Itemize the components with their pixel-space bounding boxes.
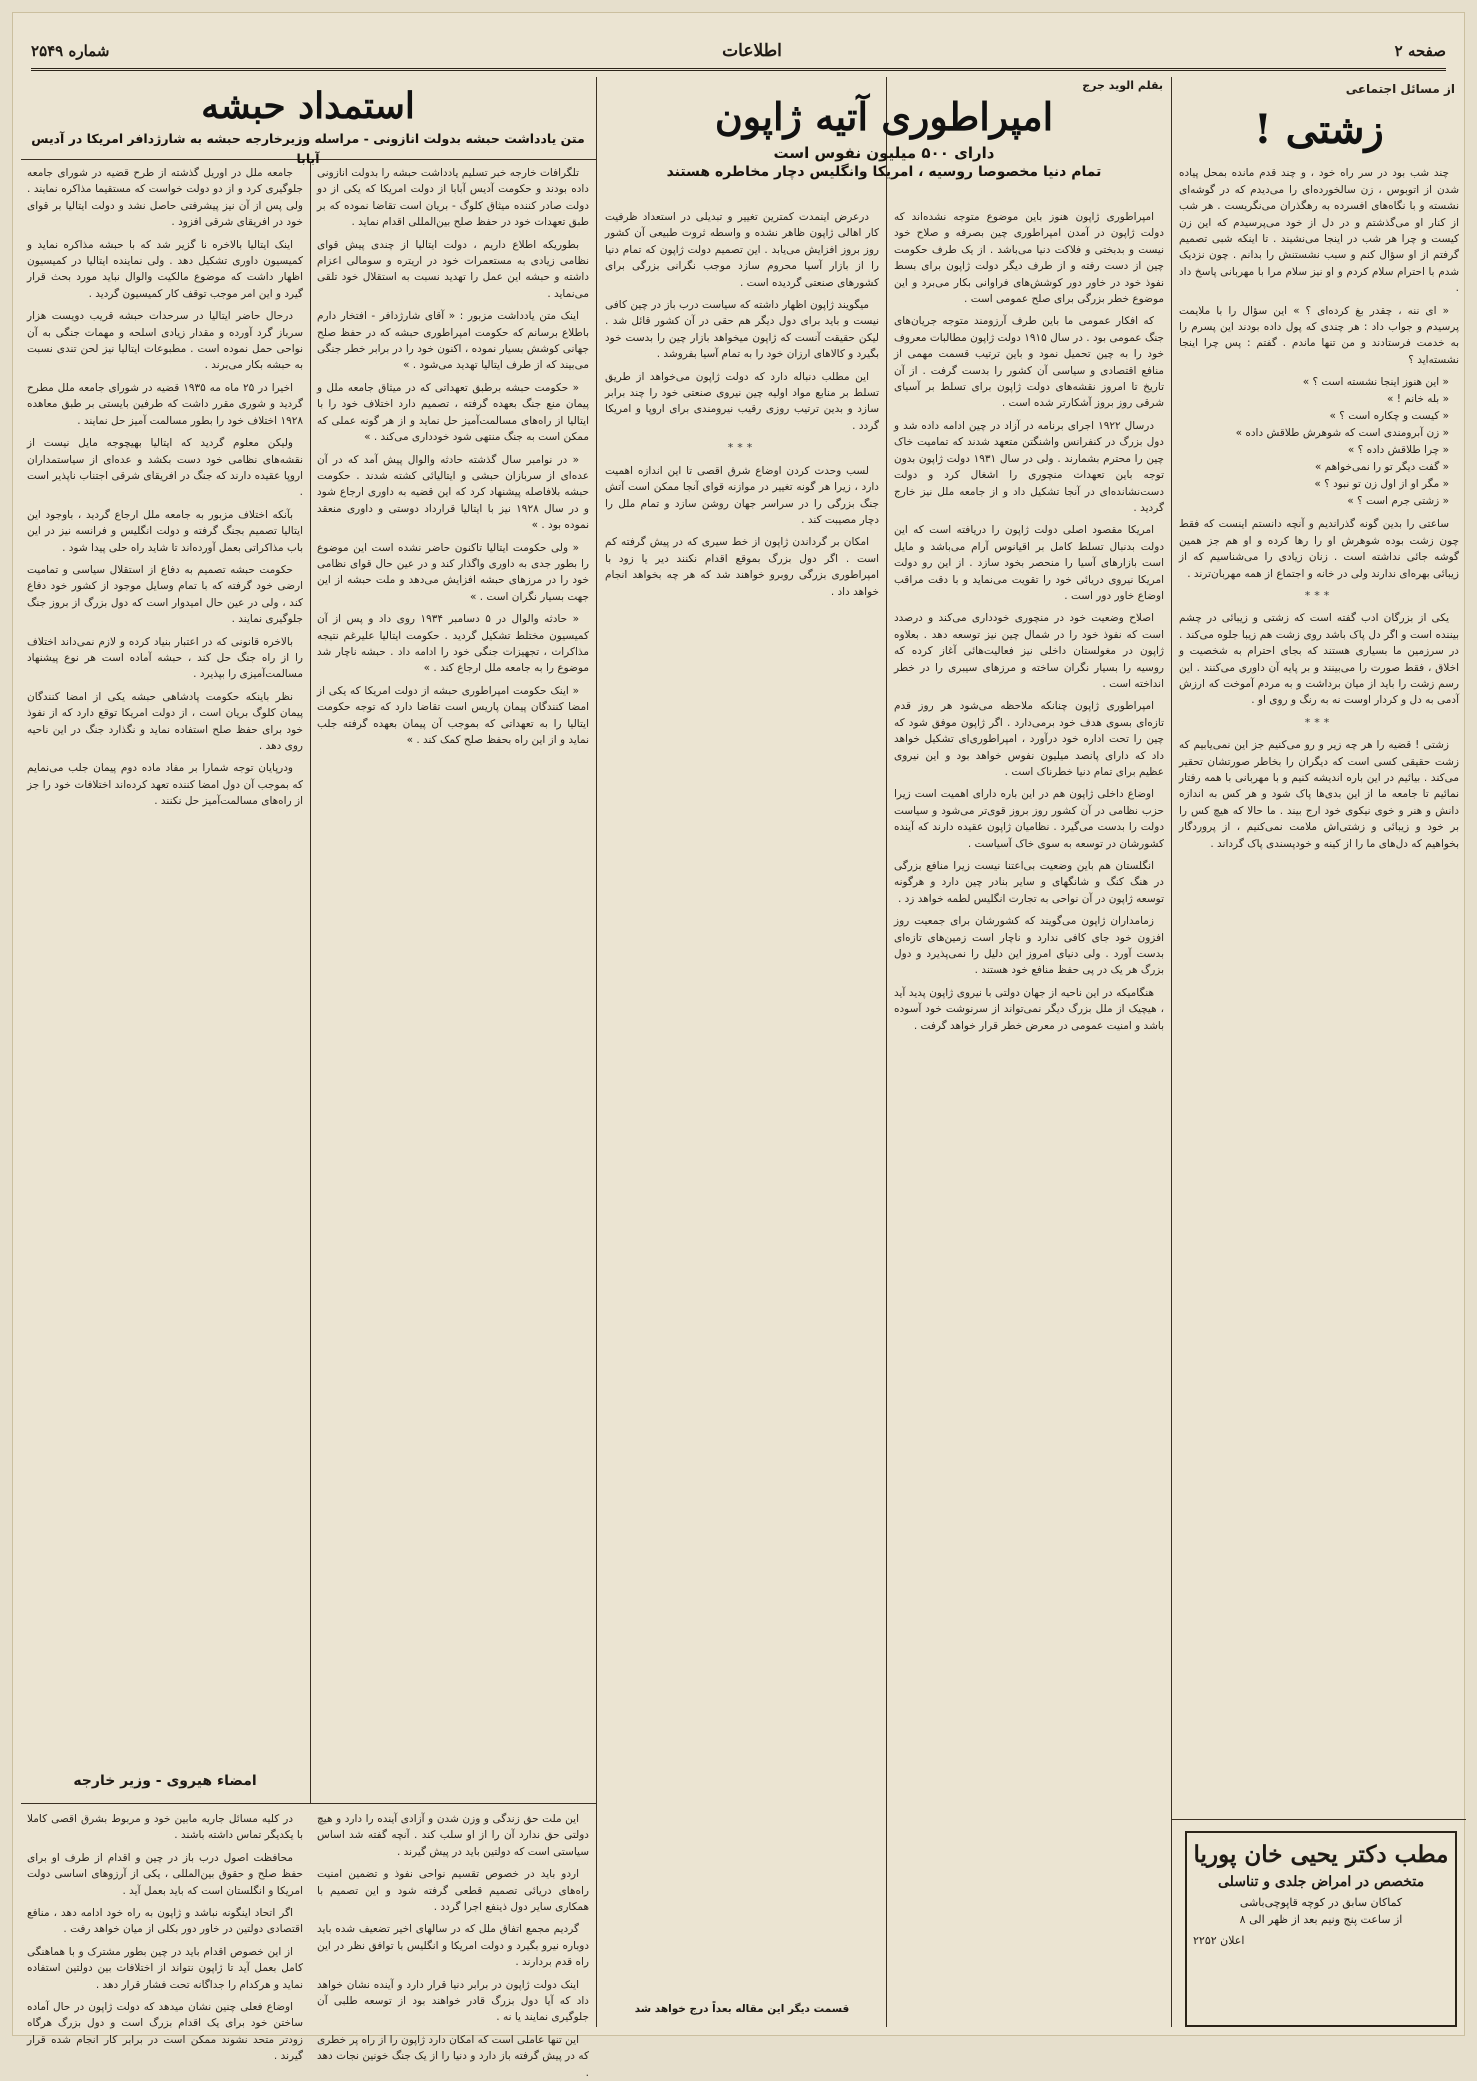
ethiopia-article-column <box>27 165 303 1765</box>
article-paragraph: نظر باینکه حکومت پادشاهی حبشه یکی از امضا کنندگان پیمان کلوگ بریان است ، از دولت امریکا توقع دارد که از نفوذ خود برای حفظ صلح استفاده نماید و نگذارد جنگ در این ناحیه روی دهد . <box>27 690 303 752</box>
article-subtitle: تمام دنیا مخصوصا روسیه ، امریکا وانگلیس دچار مخاطره هستند <box>666 164 1102 180</box>
newspaper-page <box>12 12 1465 2079</box>
article-paragraph: این ملت حق زندگی و وزن شدن و آزادی آینده را دارد و هیچ دولتی حق ندارد آن را از او سلب کند . آنچه گفته شد اساس سیاستی است که دولتین باید در پیش گیرند . <box>317 1813 589 1858</box>
issue-number: شماره ۲۵۴۹ <box>31 41 110 60</box>
article-paragraph: امپراطوری ژاپون هنوز باین موضوع متوجه نشده‌اند که دولت ژاپون در آمدن امپراطوری چین بصرفه و صلاح خود نیست و بدبختی و فلاکت دنیا می‌باشد . از یک طرف حکومت چین از دست رفته و از طرف دیگر دولت ژاپون برای بسط نفوذ خود در خاور دور کوشش‌های فراوانی بکار می‌برد و این موضوع خطر بزرگی برای صلح عمومی است . <box>894 211 1164 306</box>
ad-number: اعلان ۲۲۵۲ <box>1193 1934 1245 1947</box>
newspaper-name: اطلاعات <box>722 40 782 61</box>
ad-address: کماکان سابق در کوچه قاپوچی‌باشی <box>1239 1896 1403 1909</box>
ethiopia-article-column <box>317 165 589 1797</box>
japan-article-column <box>894 209 1164 2023</box>
article-paragraph: بالاخره قانونی که در اعتبار بنیاد کرده و لازم نمی‌داند اختلاف را از راه جنگ حل کند ، حبشه آماده است هر نوع پیشنهاد مسالمت‌آمیزی را بپذیرد . <box>27 635 303 681</box>
japan-article-header <box>605 79 1163 199</box>
column-divider <box>310 163 311 1803</box>
dialog-line: « این هنوز اینجا نشسته است ؟ » <box>1302 376 1449 389</box>
article-paragraph: زشتی ! قضیه را هر چه زیر و رو می‌کنیم جز این نمی‌یابیم که زشت حقیقی کسی است که دیگران را بخاطر صورتشان تحقیر می‌کند . بیائیم در این باره اندیشه کنیم و با مهربانی با همه رفتار نمائیم تا جامعه ما از این بدی‌ها پاک شود و هر کس به اندازه دانش و هنر و خوی نیکوی خود ارج بیند . ما حالا که هیچ کس را بر خود و زیبائی و زشتی‌اش ملامت نمی‌کنیم ، از پروردگار بخواهیم که دل‌های ما را از کینه و خودپسندی پاک گرداند . <box>1179 739 1459 850</box>
article-paragraph: اوضاع فعلی چنین نشان میدهد که دولت ژاپون در حال آماده ساختن خود برای یک اقدام بزرگ است و دول بزرگ هرگاه زودتر متحد نشوند ممکن است در برابر کار انجام شده قرار گیرند . <box>27 2001 303 2063</box>
article-paragraph: ساعتی را بدین گونه گذراندیم و آنچه دانستم اینست که فقط چون زشت بوده شوهرش او را رها کرده و او هم جز همین گوشه جائی نداشته است . زنان زیادی را می‌شناسیم که از زیبائی بهره‌ای ندارند ولی در خانه و اجتماع از همه مهربان‌ترند . <box>1179 518 1459 580</box>
article-title: امپراطوری آتیه ژاپون <box>714 94 1054 139</box>
article-title: زشتی ! <box>1254 106 1384 154</box>
section-divider <box>21 1803 596 1804</box>
article-paragraph: یکی از بزرگان ادب گفته است که زشتی و زیبائی در چشم بیننده است و اگر دل پاک باشد روی زشت هم زیبا جلوه می‌کند . در سرزمین ما بسیاری هستند که بجای احترام به شخصیت و اخلاق ، فقط صورت را می‌بینند و بر پایه آن داوری می‌کنند . این رسم زشت را باید از میان برداشت و به مردم آموخت که ارزش آدمی به دل و کردار اوست نه به رنگ و روی او . <box>1179 612 1459 707</box>
article-paragraph: بآنکه اختلاف مزبور به جامعه ملل ارجاع گردید ، باوجود این ایتالیا تصمیم بجنگ گرفته و دولت انگلیس و فرانسه نیز در این باب مذاکراتی بعمل آورده‌اند تا شاید راه حلی پیدا شود . <box>27 508 303 554</box>
article-paragraph: این تنها عاملی است که امکان دارد ژاپون را از راه پر خطری که در پیش گرفته باز دارد و دنیا را از یک جنگ خونین نجات دهد . <box>317 2033 589 2079</box>
ad-specialty: متخصص در امراض جلدی و تناسلی <box>1217 1874 1425 1890</box>
article-paragraph: « ای ننه ، چقدر بغ کرده‌ای ؟ » این سؤال را با ملایمت پرسیدم و جواب داد : هر چندی که پول داده بودند این پسرم را به خدمت فرستادند و من تنها ماندم . گفتم : پس چرا اینجا نشسته‌اید ؟ <box>1179 304 1459 366</box>
article-paragraph: ولیکن معلوم گردید که ایتالیا بهیچوجه مایل نیست از نقشه‌های نظامی خود دست بکشد و عده‌ای از سیاستمداران اروپا عقیده دارند که جنگ در افریقای شرقی اجتناب ناپذیر است . <box>27 437 303 499</box>
social-article <box>1179 79 1459 1817</box>
article-paragraph: جامعه ملل در اوریل گذشته از طرح قضیه در شورای جامعه جلوگیری کرد و از دو دولت خواست که مستقیما مذاکره نمایند . ولی پس از آن نیز پیشرفتی حاصل نشد و دولت ایتالیا بر قوای خود در افریقای شرقی افزود . <box>27 167 303 229</box>
signature-line: امضاء هیروی - وزیر خارجه <box>73 1773 257 1789</box>
article-paragraph: این مطلب دنباله دارد که دولت ژاپون می‌خواهد از طریق تسلط بر منابع مواد اولیه چین نیروی صنعتی خود را چند برابر سازد و بدین ترتیب روزی رقیب نیرومندی برای اروپا و امریکا گردد . <box>605 370 879 432</box>
article-paragraph: تلگرافات خارجه خبر تسلیم یادداشت حبشه را بدولت انازونی داده بودند و حکومت آدیس آبابا از دولت امریکا که یکی از دو دولت صادر کننده میثاق کلوگ - بریان است تقاضا نموده که بر طبق تعهدات خود در حفظ صلح بین‌المللی اقدام نماید . <box>317 167 589 229</box>
article-paragraph: درحال حاضر ایتالیا در سرحدات حبشه قریب دویست هزار سرباز گرد آورده و مقدار زیادی اسلحه و مهمات جنگی به آن نواحی حمل نموده است . مطبوعات ایتالیا نیز لحن تندی نسبت به حبشه بکار می‌برند . <box>27 310 303 372</box>
article-paragraph: « اینک حکومت امپراطوری حبشه از دولت امریکا که یکی از امضا کنندگان پیمان پاریس است تقاضا دارد که توجه حکومت ایتالیا را به تعهداتی که بموجب آن پیمان بعهده گرفته جلب نماید و از این راه بحفظ صلح کمک کند . » <box>317 684 589 746</box>
article-paragraph: حکومت حبشه تصمیم به دفاع از استقلال سیاسی و تمامیت ارضی خود گرفته که با تمام وسایل موجود از کشور خود دفاع کند ، ولی در عین حال امیدوار است که دول بزرگ از بروز جنگ جلوگیری نمایند . <box>27 563 303 626</box>
article-paragraph: هنگامیکه در این ناحیه از جهان دولتی با نیروی ژاپون پدید آید ، هیچیک از ملل بزرگ دیگر نمی‌تواند از سرنوشت خود آسوده باشد و امنیت عمومی در معرض خطر قرار خواهد گرفت . <box>894 986 1164 1032</box>
dialog-line: « چرا طلاقش داده ؟ » <box>1347 444 1449 457</box>
article-paragraph: گردیم مجمع اتفاق ملل که در سالهای اخیر تضعیف شده باید دوباره نیرو بگیرد و دولت امریکا و انگلیس با توافق نظر در این راه قدم بردارند . <box>317 1923 589 1969</box>
article-paragraph: اوضاع داخلی ژاپون هم در این باره دارای اهمیت است زیرا حزب نظامی در آن کشور روز بروز قوی‌تر می‌شود و سیاست دولت را بدست می‌گیرد . نظامیان ژاپون عقیده دارند که آینده کشورشان در توسعه به سوی خاک آسیاست . <box>894 788 1164 850</box>
article-author: بقلم الوید جرج <box>1082 79 1163 92</box>
doctor-advertisement <box>1185 1831 1457 2027</box>
continuation-column <box>27 1811 303 2063</box>
article-paragraph: محافظت اصول درب باز در چین و اقدام از طرف او برای حفظ صلح و حقوق بین‌المللی ، یکی از آرزوهای اساسی دولت امریکا و انگلستان است که باید بعمل آید . <box>27 1851 303 1897</box>
article-paragraph: اگر اتحاد اینگونه نباشد و ژاپون به راه خود ادامه دهد ، منافع اقتصادی دولتین در خاور دور بکلی از میان خواهد رفت . <box>27 1907 303 1936</box>
article-paragraph: لسب وحدت کردن اوضاع شرق اقصی تا این اندازه اهمیت دارد ، زیرا هر گونه تغییر در موازنه قوای آنجا ممکن است آتش جنگ بزرگی را در سراسر جهان روشن سازد و تمام ملل را دچار مصیبت کند . <box>605 464 879 526</box>
separator-stars: *** <box>1304 588 1334 602</box>
dialog-line: « مگر او از اول زن تو نبود ؟ » <box>1314 478 1449 491</box>
article-paragraph: انگلستان هم باین وضعیت بی‌اعتنا نیست زیرا منافع بزرگی در هنگ کنگ و شانگهای و سایر بنادر چین دارد و هرگونه توسعه ژاپون در آن نواحی به تجارت انگلیس لطمه خواهد زد . <box>894 860 1164 905</box>
continuation-column <box>317 1811 589 2079</box>
article-paragraph: بطوریکه اطلاع داریم ، دولت ایتالیا از چندی پیش قوای نظامی زیادی به مستعمرات خود در اریتره و سومالی اعزام داشته و حبشه این عمل را تهدید نسبت به استقلال خود تلقی می‌نماید . <box>317 238 589 300</box>
ad-title: مطب دکتر یحیی خان پوریا <box>1193 1841 1449 1868</box>
masthead <box>31 33 1446 71</box>
separator-stars: *** <box>727 441 757 455</box>
dialog-line: « کیست و چکاره است ؟ » <box>1329 410 1449 423</box>
article-paragraph: در کلیه مسائل جاریه مابین خود و مربوط بشرق اقصی کاملا با یکدیگر تماس داشته باشند . <box>27 1813 303 1842</box>
article-subtitle: متن یادداشت حبشه بدولت انازونی - مراسله وزیرخارجه حبشه به شارژدافر امریکا در آدیس آبابا <box>31 131 585 166</box>
column-divider <box>596 77 597 2027</box>
article-paragraph: « حادثه والوال در ۵ دسامبر ۱۹۳۴ روی داد و پس از آن کمیسیون مختلط تشکیل گردید . حکومت ایتالیا علیرغم نتیجه مذاکرات ، تجهیزات جنگی خود را ادامه داد . حبشه ناچار شد موضوع را به جامعه ملل ارجاع کند . » <box>317 613 589 675</box>
article-paragraph: « حکومت حبشه برطبق تعهداتی که در میثاق جامعه ملل و پیمان منع جنگ بعهده گرفته ، تصمیم دارد اختلاف خود را با ایتالیا از راه‌های مسالمت‌آمیز حل نماید و از هر گونه عملی که ممکن است به جنگ منتهی شود خودداری می‌کند . » <box>317 381 589 444</box>
article-paragraph: اینک متن یادداشت مزبور : « آقای شارژدافر - افتخار دارم باطلاع برسانم که حکومت امپراطوری حبشه که در حفظ صلح جهانی کوشش بسیار نموده ، اکنون خود را در برابر خطر جنگی می‌بیند که از طرف ایتالیا تهدید می‌شود . » <box>317 310 589 372</box>
section-divider <box>1171 1819 1466 1820</box>
continuation-column <box>605 1613 606 1614</box>
article-paragraph: امکان بر گرداندن ژاپون از خط سیری که در پیش گرفته کم است . اگر دول بزرگ بموقع اقدام نکنند دیر یا زود با امپراطوری بزرگی روبرو خواهند شد که هر چه بخواهد انجام خواهد داد . <box>605 536 879 598</box>
dialog-line: « بله خانم ! » <box>1386 393 1449 406</box>
continued-note: قسمت دیگر این مقاله بعداً درج خواهد شد <box>634 2003 850 2015</box>
article-paragraph: که افکار عمومی ما باین طرف آرزومند متوجه جریان‌های جنگ عمومی بود . در سال ۱۹۱۵ دولت ژاپون مطالبات معروف خود را به چین تحمیل نمود و باین ترتیب قسمت مهمی از منافع اقتصادی و سیاسی آن کشور را بدست گرفت . از آن تاریخ تا امروز نقشه‌های دولت ژاپون برای تسلط بر آسیای شرقی روز بروز آشکارتر شده است . <box>894 315 1165 410</box>
article-paragraph: « ولی حکومت ایتالیا تاکنون حاضر نشده است این موضوع را بطور جدی به داوری واگذار کند و در عین حال قوای نظامی خود را در مرزهای حبشه افزایش می‌دهد و ملت حبشه از این جهت بسیار نگران است . » <box>317 541 589 603</box>
article-paragraph: اردو باید در خصوص تقسیم نواحی نفوذ و تضمین امنیت راه‌های دریائی تصمیم قطعی گرفته شود و این تصمیم با همکاری سایر دول ذینفع اجرا گردد . <box>317 1868 589 1914</box>
article-paragraph: اینک ایتالیا بالاخره نا گزیر شد که با حبشه مذاکره نماید و کمیسیون داوری تشکیل دهد . ولی نماینده ایتالیا در کمیسیون اظهار داشت که موضوع مالکیت والوال نباید مورد بحث قرار گیرد و این امر موجب توقف کار کمیسیون گردید . <box>27 238 303 300</box>
ethiopia-article-header <box>27 83 589 166</box>
article-paragraph: ودرپایان توجه شمارا بر مفاد ماده دوم پیمان جلب می‌نمایم که بموجب آن دول امضا کننده تعهد کرده‌اند اختلافات خود را جز از راه‌های مسالمت‌آمیز حل نکنند . <box>27 762 303 808</box>
separator-stars: *** <box>1304 715 1334 729</box>
article-subtitle: دارای ۵۰۰ میلیون نفوس است <box>773 144 995 162</box>
article-paragraph: اخیرا در ۲۵ ماه مه ۱۹۳۵ قضیه در شورای جامعه ملل مطرح گردید و شوری مقرر داشت که طرفین بایستی بر طبق معاهده ۱۹۲۸ اختلاف خود را بطور مسالمت آمیز حل نمایند . <box>27 381 303 427</box>
article-paragraph: از این خصوص اقدام باید در چین بطور مشترک و با هماهنگی کامل بعمل آید تا ژاپون نتواند از اختلافات بین دولتین استفاده نماید و هرکدام را جداگانه تحت فشار قرار دهد . <box>27 1945 303 1991</box>
article-paragraph: امپراطوری ژاپون چنانکه ملاحظه می‌شود هر روز قدم تازه‌ای بسوی هدف خود برمی‌دارد . اگر ژاپون موفق شود که چین را تحت اداره خود درآورد ، امپراطوری‌ای تشکیل خواهد داد که دارای پانصد میلیون نفوس خواهد بود و این نیروی عظیم برای تمام دنیا خطرناک است . <box>894 700 1164 778</box>
column-divider <box>886 77 887 2027</box>
ad-hours: از ساعت پنج ونیم بعد از ظهر الی ۸ <box>1239 1913 1403 1926</box>
japan-article-column <box>605 209 879 1997</box>
section-kicker: از مسائل اجتماعی <box>1345 82 1455 96</box>
article-paragraph: درسال ۱۹۲۲ اجرای برنامه در آزاد در چین ادامه داده شد و دول بزرگ در کنفرانس واشنگتن متعهد شدند که تمامیت خاک چین را محترم بشمارند . ولی در سال ۱۹۳۱ دولت ژاپون بدون توجه باین تعهدات منچوری را اشغال کرد و دولت دست‌نشانده‌ای در آنجا تشکیل داد و از جامعه ملل نیز خارج گردید . <box>894 419 1164 514</box>
article-paragraph: امریکا مقصود اصلی دولت ژاپون را دریافته است که این دولت بدنبال تسلط کامل بر اقیانوس آرام می‌باشد و مایل است بازارهای آسیا را منحصر بخود سازد . از این رو دولت امریکا نیروی دریائی خود را تقویت می‌نماید و با دقت مراقب اوضاع خاور دور است . <box>894 524 1164 602</box>
article-paragraph <box>605 1613 606 1614</box>
dialog-line: « زشتی جرم است ؟ » <box>1347 495 1449 508</box>
article-title: استمداد حبشه <box>201 85 415 127</box>
article-paragraph: زمامداران ژاپون می‌گویند که کشورشان برای جمعیت روز افزون خود جای کافی ندارد و ناچار است زمین‌های تازه‌ای بدست آورد . ولی دنیای امروز این دلیل را نمی‌پذیرد و دول بزرگ هر یک در پی حفظ منافع خود هستند . <box>894 915 1164 977</box>
article-paragraph: اصلاح وضعیت خود در منچوری خودداری می‌کند و درصدد است که نفوذ خود را در شمال چین نیز توسعه دهد . بعلاوه ژاپون در مغولستان داخلی نیز فعالیت‌هائی آغاز کرده که روسیه را بسیار نگران ساخته و مرزهای سیبری را در خطر انداخته است . <box>894 612 1164 690</box>
dialog-line: « زن آبرومندی است که شوهرش طلاقش داده » <box>1235 427 1449 440</box>
article-paragraph: « در نوامبر سال گذشته حادثه والوال پیش آمد که در آن عده‌ای از سربازان حبشی و ایتالیائی کشته شدند . حکومت حبشه بلافاصله پیشنهاد کرد که این قضیه به داوری ارجاع شود و در سال ۱۹۲۸ نیز با ایتالیا قرارداد دوستی و داوری منعقد نموده بود . » <box>317 453 589 532</box>
dialog-line: « گفت دیگر تو را نمی‌خواهم » <box>1314 461 1449 474</box>
column-divider <box>1171 77 1172 2027</box>
article-paragraph: اینک دولت ژاپون در برابر دنیا قرار دارد و آینده نشان خواهد داد که آیا دول بزرگ قادر خواهند بود از توسعه طلبی آن جلوگیری نمایند یا نه . <box>317 1978 589 2024</box>
dialog-block <box>1179 374 1449 510</box>
article-paragraph: میگویند ژاپون اظهار داشته که سیاست درب باز در چین کافی نیست و باید برای دول دیگر هم حقی در آن کشور قائل شد . لیکن حقیقت آنست که ژاپون میخواهد بازار چین را بدست خود بگیرد و کالاهای ارزان خود را به تمام آسیا بفروشد . <box>605 299 879 361</box>
page-number: صفحه ۲ <box>1394 41 1446 60</box>
article-paragraph: چند شب بود در سر راه خود ، و چند قدم مانده بمحل پیاده شدن از اتوبوس ، زن سالخورده‌ای را می‌دیدم که در گوشه‌ای نشسته و با نگاه‌های افسرده به رهگذران می‌نگریست . هر شب از کنار او می‌گذشتم و در دل از خود می‌پرسیدم که این زن کیست و چرا هر شب در اینجا می‌نشیند . تا اینکه شبی تصمیم گرفتم از او سؤال کنم و سبب نشستنش را بدانم . چون نزدیک شدم با احترام سلام کردم و او نیز سلام مرا با مهربانی پاسخ داد . <box>1179 167 1459 295</box>
article-paragraph: درعرض اینمدت کمترین تغییر و تبدیلی در استعداد ظرفیت کار اهالی ژاپون ظاهر نشده و واسطه ثروت طبیعی آن کشور روز بروز افزایش می‌یابد . این تصمیم دولت ژاپون که تمام دنیا را از بازار آسیا محروم سازد موجب نگرانی بزرگی برای کشورهای صنعتی گردیده است . <box>605 211 879 289</box>
